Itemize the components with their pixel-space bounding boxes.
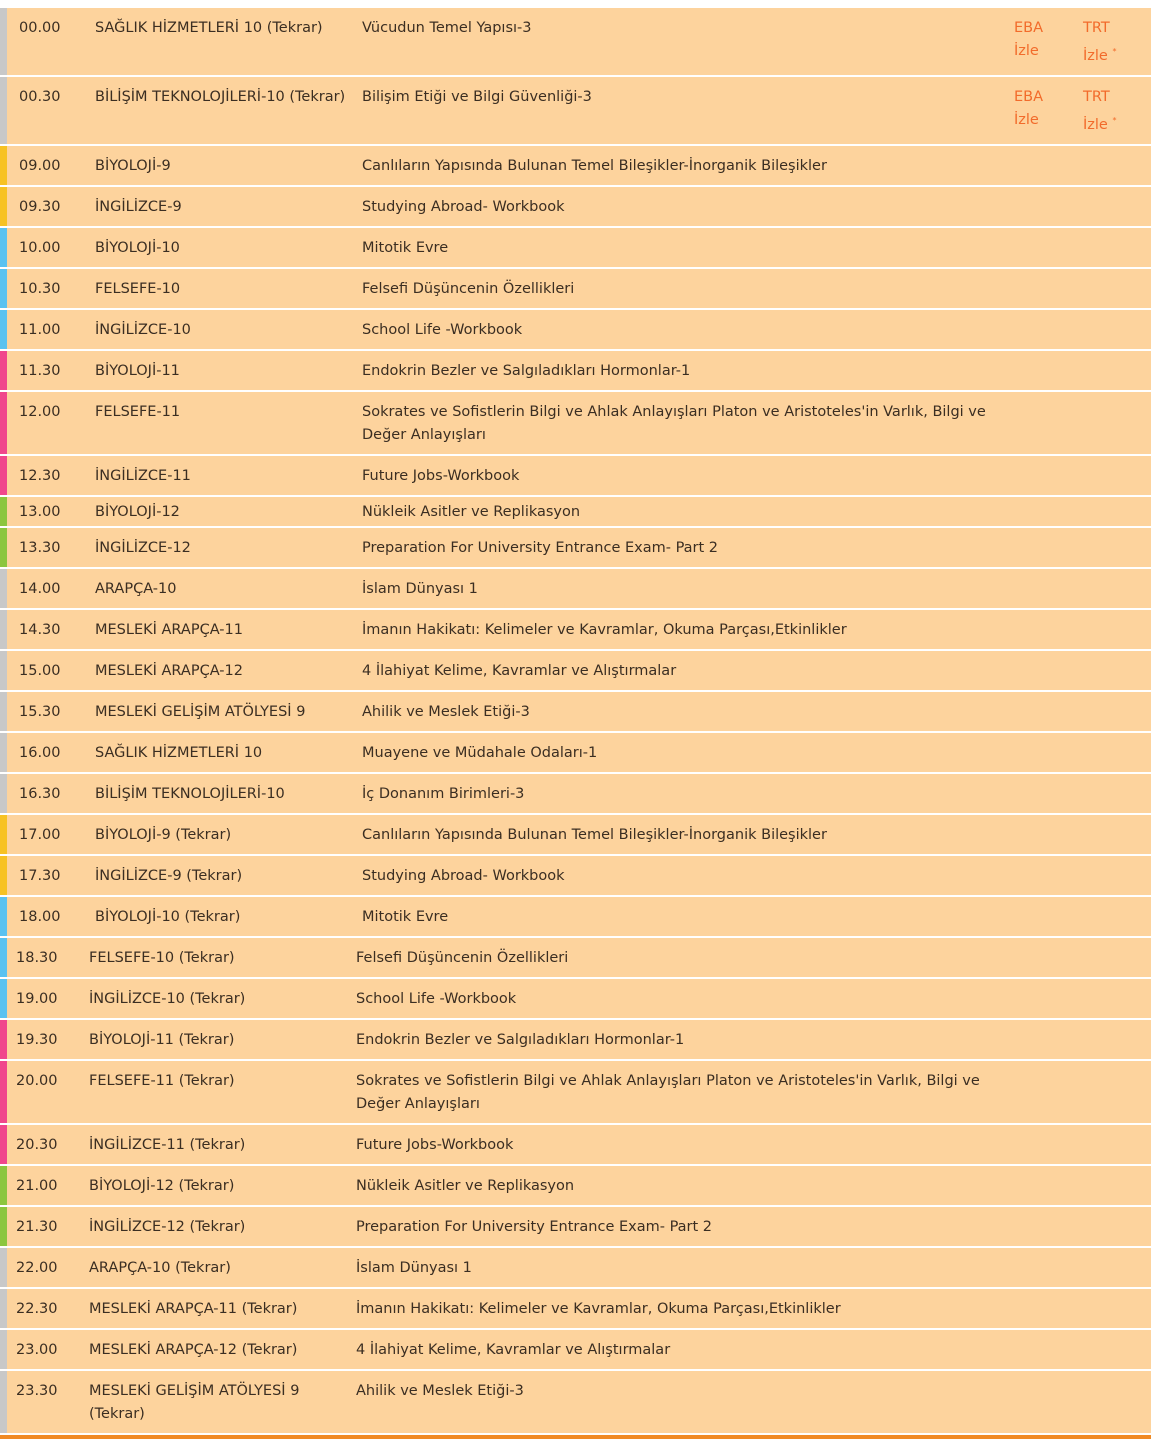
topic: Future Jobs-Workbook [356, 1136, 514, 1153]
time: 00.30 [19, 88, 61, 105]
schedule-row [0, 815, 1151, 856]
time: 22.00 [16, 1259, 58, 1276]
schedule-row [0, 1248, 1151, 1289]
schedule-row [0, 569, 1151, 610]
eba-watch-link[interactable] [1014, 20, 1043, 59]
topic: İmanın Hakikatı: Kelimeler ve Kavramlar, Okuma Parçası,Etkinlikler [356, 1300, 841, 1317]
course-title: MESLEKİ GELİŞİM ATÖLYESİ 9 [95, 703, 306, 720]
category-color-bar [0, 651, 7, 690]
category-color-bar [0, 1289, 7, 1328]
eba-watch-link[interactable] [1014, 89, 1043, 128]
topic: Endokrin Bezler ve Salgıladıkları Hormonlar-1 [362, 362, 691, 379]
topic: Nükleik Asitler ve Replikasyon [362, 503, 581, 520]
course-title: FELSEFE-10 (Tekrar) [89, 949, 235, 966]
schedule-row [0, 310, 1151, 351]
category-color-bar [0, 8, 7, 75]
course-title: İNGİLİZCE-12 [95, 539, 191, 556]
course-title: MESLEKİ ARAPÇA-12 [95, 662, 243, 679]
course-title: MESLEKİ ARAPÇA-12 (Tekrar) [89, 1341, 298, 1358]
external-asterisk: * [1112, 115, 1117, 125]
time: 13.30 [19, 539, 61, 556]
time: 12.00 [19, 403, 61, 420]
topic: Canlıların Yapısında Bulunan Temel Bileşikler-İnorganik Bileşikler [362, 157, 827, 174]
topic: Endokrin Bezler ve Salgıladıkları Hormonlar-1 [356, 1031, 685, 1048]
time: 16.30 [19, 785, 61, 802]
category-color-bar [0, 692, 7, 731]
course-title: BİYOLOJİ-9 [95, 157, 171, 174]
trt-watch-link[interactable] [1083, 89, 1116, 133]
time: 12.30 [19, 467, 61, 484]
topic: Future Jobs-Workbook [362, 467, 520, 484]
topic: Sokrates ve Sofistlerin Bilgi ve Ahlak Anlayışları Platon ve Aristoteles'in Varlık, Bilgi ve Değer Anlayışları [356, 1072, 980, 1112]
time: 11.30 [19, 362, 61, 379]
schedule-row [0, 1020, 1151, 1061]
course-title: İNGİLİZCE-11 [95, 467, 191, 484]
time: 09.30 [19, 198, 61, 215]
schedule-row [0, 1125, 1151, 1166]
watch-label: İzle [1014, 111, 1039, 128]
schedule-row [0, 774, 1151, 815]
schedule-row [0, 528, 1151, 569]
topic: İslam Dünyası 1 [362, 580, 478, 597]
time: 14.00 [19, 580, 61, 597]
category-color-bar [0, 228, 7, 267]
time: 15.00 [19, 662, 61, 679]
topic: Preparation For University Entrance Exam- Part 2 [356, 1218, 713, 1235]
time: 21.00 [16, 1177, 58, 1194]
category-color-bar [0, 610, 7, 649]
topic: 4 İlahiyat Kelime, Kavramlar ve Alıştırmalar [356, 1341, 671, 1358]
schedule-row [0, 610, 1151, 651]
watch-label: İzle [1014, 43, 1039, 59]
schedule-row [0, 979, 1151, 1020]
course-title: FELSEFE-11 (Tekrar) [89, 1072, 235, 1089]
time: 23.00 [16, 1341, 58, 1358]
schedule-row [0, 146, 1151, 187]
time: 13.00 [19, 503, 61, 520]
schedule-row [0, 1061, 1151, 1125]
topic: Ahilik ve Meslek Etiği-3 [356, 1382, 524, 1399]
category-color-bar [0, 187, 7, 226]
topic: School Life -Workbook [362, 321, 523, 338]
category-color-bar [0, 1166, 7, 1205]
topic: İmanın Hakikatı: Kelimeler ve Kavramlar, Okuma Parçası,Etkinlikler [362, 621, 847, 638]
schedule-row [0, 8, 1151, 77]
category-color-bar [0, 1371, 7, 1433]
category-color-bar [0, 497, 7, 526]
topic: Mitotik Evre [362, 239, 449, 256]
course-title: MESLEKİ GELİŞİM ATÖLYESİ 9 (Tekrar) [89, 1382, 300, 1422]
category-color-bar [0, 77, 7, 144]
time: 10.30 [19, 280, 61, 297]
category-color-bar [0, 456, 7, 495]
topic: İslam Dünyası 1 [356, 1259, 472, 1276]
course-title: MESLEKİ ARAPÇA-11 (Tekrar) [89, 1300, 298, 1317]
time: 10.00 [19, 239, 61, 256]
course-title: BİYOLOJİ-9 (Tekrar) [95, 826, 232, 843]
external-asterisk: * [1112, 47, 1117, 56]
category-color-bar [0, 310, 7, 349]
schedule-row [0, 1207, 1151, 1248]
course-title: SAĞLIK HİZMETLERİ 10 [95, 744, 263, 761]
topic: 4 İlahiyat Kelime, Kavramlar ve Alıştırmalar [362, 662, 677, 679]
course-title: İNGİLİZCE-10 [95, 321, 191, 338]
category-color-bar [0, 815, 7, 854]
category-color-bar [0, 1330, 7, 1369]
category-color-bar [0, 392, 7, 454]
trt-label: TRT [1083, 20, 1110, 36]
time: 20.30 [16, 1136, 58, 1153]
category-color-bar [0, 774, 7, 813]
course-title: BİLİŞİM TEKNOLOJİLERİ-10 [95, 785, 285, 802]
topic: Canlıların Yapısında Bulunan Temel Bileşikler-İnorganik Bileşikler [362, 826, 827, 843]
time: 16.00 [19, 744, 61, 761]
category-color-bar [0, 1020, 7, 1059]
course-title: FELSEFE-10 [95, 280, 181, 297]
time: 23.30 [16, 1382, 58, 1399]
schedule-row [0, 392, 1151, 456]
category-color-bar [0, 979, 7, 1018]
topic: Ahilik ve Meslek Etiği-3 [362, 703, 530, 720]
category-color-bar [0, 569, 7, 608]
category-color-bar [0, 1125, 7, 1164]
time: 09.00 [19, 157, 61, 174]
schedule-row [0, 351, 1151, 392]
course-title: SAĞLIK HİZMETLERİ 10 (Tekrar) [95, 20, 323, 36]
topic: Felsefi Düşüncenin Özellikleri [356, 949, 569, 966]
course-title: İNGİLİZCE-9 (Tekrar) [95, 867, 243, 884]
topic: Bilişim Etiği ve Bilgi Güvenliği-3 [362, 88, 592, 105]
topic: Preparation For University Entrance Exam- Part 2 [362, 539, 719, 556]
course-title: İNGİLİZCE-9 [95, 198, 182, 215]
schedule-row [0, 1330, 1151, 1371]
eba-label: EBA [1014, 20, 1044, 36]
time: 17.00 [19, 826, 61, 843]
course-title: BİYOLOJİ-10 [95, 239, 180, 256]
course-title: ARAPÇA-10 (Tekrar) [89, 1259, 231, 1276]
schedule-row [0, 1371, 1151, 1435]
schedule-row [0, 651, 1151, 692]
trt-watch-link[interactable] [1083, 20, 1116, 64]
schedule-row [0, 733, 1151, 774]
topic: Studying Abroad- Workbook [362, 867, 565, 884]
category-color-bar [0, 897, 7, 936]
schedule-row [0, 897, 1151, 938]
schedule-row [0, 269, 1151, 310]
schedule-row [0, 456, 1151, 497]
time: 19.30 [16, 1031, 58, 1048]
time: 19.00 [16, 990, 58, 1007]
course-title: BİYOLOJİ-12 [95, 503, 180, 520]
time: 22.30 [16, 1300, 58, 1317]
schedule-row [0, 77, 1151, 146]
schedule-row [0, 187, 1151, 228]
course-title: BİLİŞİM TEKNOLOJİLERİ-10 (Tekrar) [95, 88, 346, 105]
topic: Vücudun Temel Yapısı-3 [362, 20, 532, 36]
time: 20.00 [16, 1072, 58, 1089]
topic: İç Donanım Birimleri-3 [362, 785, 525, 802]
category-color-bar [0, 351, 7, 390]
course-title: BİYOLOJİ-11 [95, 362, 180, 379]
time: 14.30 [19, 621, 61, 638]
course-title: FELSEFE-11 [95, 403, 181, 420]
category-color-bar [0, 856, 7, 895]
category-color-bar [0, 938, 7, 977]
schedule-row [0, 228, 1151, 269]
watch-label: İzle [1083, 47, 1108, 64]
category-color-bar [0, 1207, 7, 1246]
topic: Nükleik Asitler ve Replikasyon [356, 1177, 575, 1194]
topic: Studying Abroad- Workbook [362, 198, 565, 215]
time: 11.00 [19, 321, 61, 338]
category-color-bar [0, 269, 7, 308]
schedule-row [0, 938, 1151, 979]
category-color-bar [0, 1248, 7, 1287]
topic: Sokrates ve Sofistlerin Bilgi ve Ahlak Anlayışları Platon ve Aristoteles'in Varlık, Bilgi ve Değer Anlayışları [362, 403, 986, 443]
watch-label: İzle [1083, 116, 1108, 133]
topic: Mitotik Evre [362, 908, 449, 925]
topic: Felsefi Düşüncenin Özellikleri [362, 280, 575, 297]
time: 21.30 [16, 1218, 58, 1235]
time: 15.30 [19, 703, 61, 720]
course-title: İNGİLİZCE-12 (Tekrar) [89, 1218, 246, 1235]
schedule-row [0, 1166, 1151, 1207]
course-title: İNGİLİZCE-11 (Tekrar) [89, 1136, 246, 1153]
time: 17.30 [19, 867, 61, 884]
course-title: BİYOLOJİ-11 (Tekrar) [89, 1031, 235, 1048]
topic: School Life -Workbook [356, 990, 517, 1007]
course-title: BİYOLOJİ-12 (Tekrar) [89, 1177, 235, 1194]
course-title: İNGİLİZCE-10 (Tekrar) [89, 990, 246, 1007]
time: 00.00 [19, 20, 61, 36]
schedule-row [0, 1289, 1151, 1330]
course-title: ARAPÇA-10 [95, 580, 177, 597]
eba-label: EBA [1014, 88, 1044, 105]
category-color-bar [0, 733, 7, 772]
time: 18.30 [16, 949, 58, 966]
schedule-table [0, 8, 1151, 1439]
category-color-bar [0, 528, 7, 567]
schedule-row [0, 692, 1151, 733]
category-color-bar [0, 146, 7, 185]
schedule-row [0, 497, 1151, 528]
course-title: BİYOLOJİ-10 (Tekrar) [95, 908, 241, 925]
schedule-row [0, 856, 1151, 897]
time: 18.00 [19, 908, 61, 925]
topic: Muayene ve Müdahale Odaları-1 [362, 744, 598, 761]
course-title: MESLEKİ ARAPÇA-11 [95, 621, 243, 638]
trt-label: TRT [1083, 88, 1110, 105]
category-color-bar [0, 1061, 7, 1123]
